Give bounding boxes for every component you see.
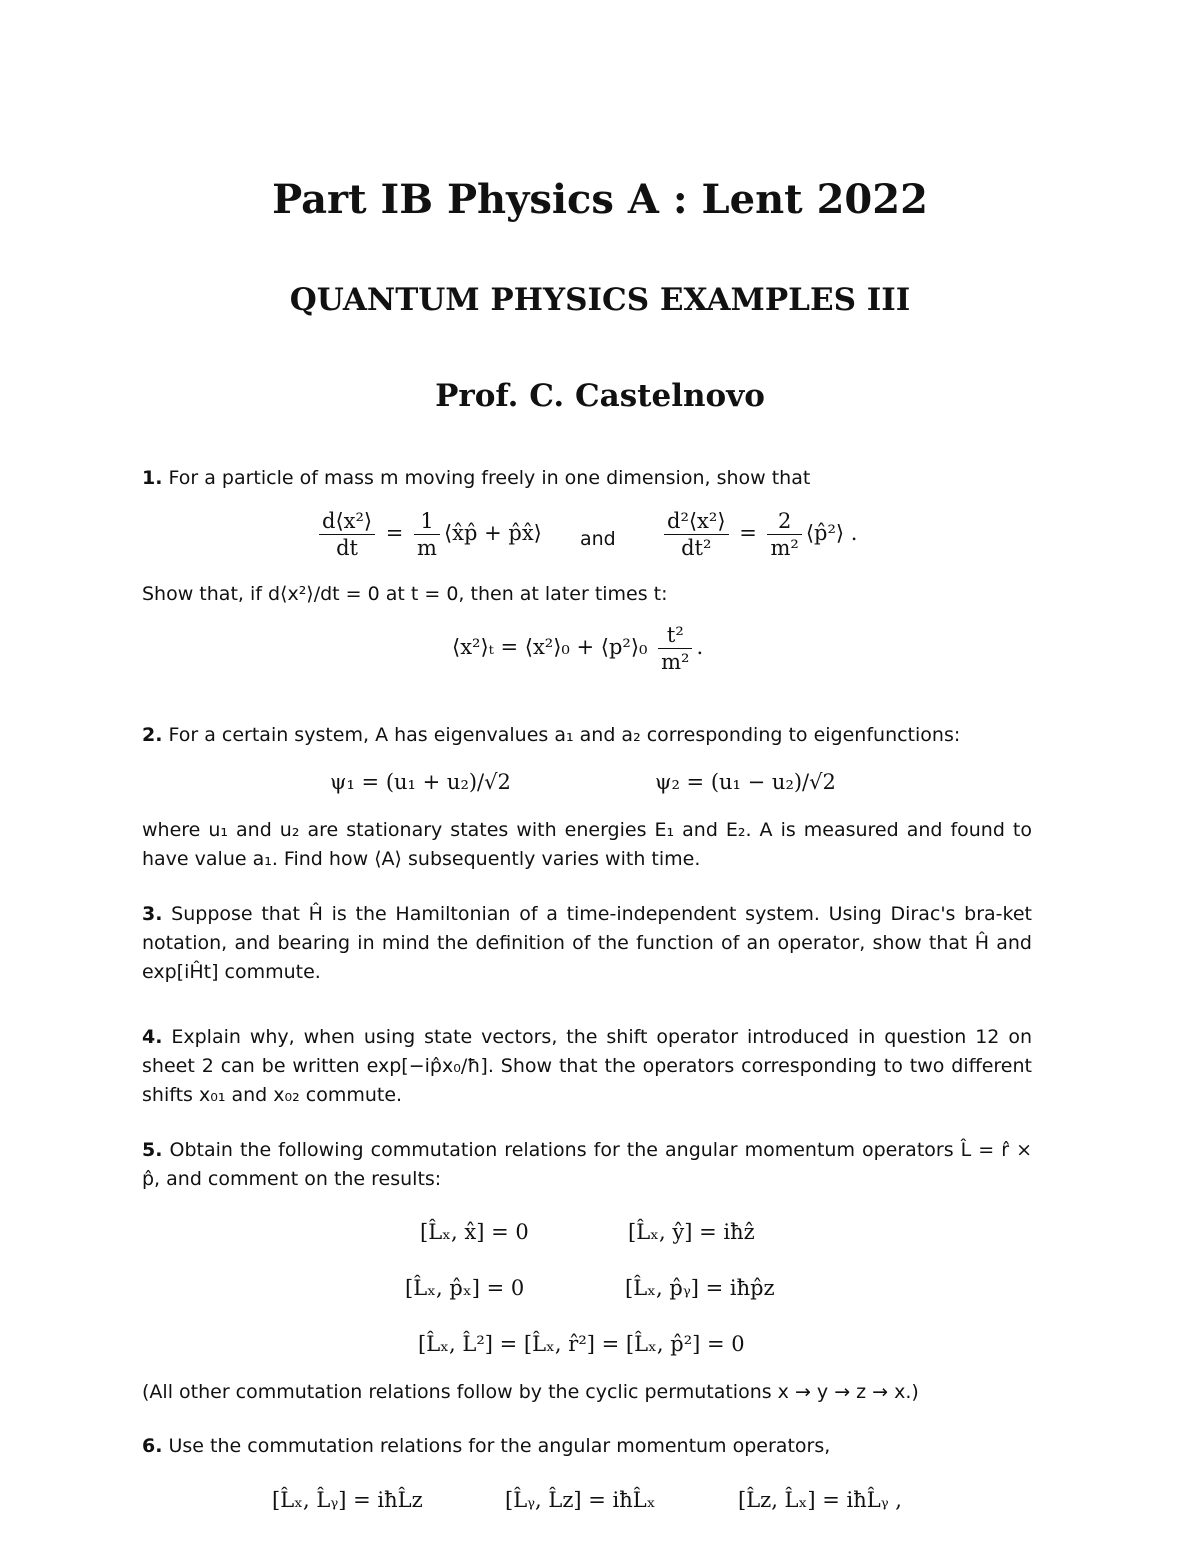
q6-commutator-3: [L̂z, L̂ₓ] = iħL̂ᵧ , (738, 1488, 902, 1512)
q2-intro-text: For a certain system, A has eigenvalues a₁ and a₂ corresponding to eigenfunctions: (168, 724, 961, 746)
q1-eq3-frac: $\frac{\text{t²}}{\text{m²}}$ (658, 622, 692, 675)
q4-text: Explain why, when using state vectors, the shift operator introduced in question 12 on sheet 2 can be written exp[−ip̂x₀/ħ]. Show that the operators corresponding to two different shifts x₀₁ and x₀₂ commute. (142, 1026, 1032, 1106)
q1-and: and (580, 528, 616, 550)
document-title: Part IB Physics A : Lent 2022 (272, 176, 928, 223)
q5-number: 5. (142, 1139, 163, 1161)
q6-text: Use the commutation relations for the angular momentum operators, (168, 1435, 831, 1457)
q2-psi2: ψ₂ = (u₁ − u₂)/√2 (655, 770, 836, 794)
q1-equation-2: $\frac{\text{d²⟨x²⟩}}{\text{dt²}}$ = $\frac{2}{\text{m²}}$ ⟨p̂²⟩ . (660, 508, 857, 561)
q5-note: (All other commutation relations follow by the cyclic permutations x → y → z → x.) (142, 1381, 919, 1403)
q1-intro-text: For a particle of mass m moving freely in one dimension, show that (168, 467, 811, 489)
q4-number: 4. (142, 1026, 163, 1048)
q1-eq2-lhs: $\frac{\text{d²⟨x²⟩}}{\text{dt²}}$ (664, 508, 729, 561)
q5-relation-3: [L̂ₓ, L̂²] = [L̂ₓ, r̂²] = [L̂ₓ, p̂²] = 0 (418, 1332, 745, 1356)
q3-paragraph (142, 900, 1032, 987)
q4-paragraph (142, 1023, 1032, 1110)
q5-text: Obtain the following commutation relations for the angular momentum operators L̂ = r̂ × p̂, and comment on the results: (142, 1139, 1032, 1190)
q1-equation-3: ⟨x²⟩ₜ = ⟨x²⟩₀ + ⟨p²⟩₀ $\frac{\text{t²}}{\text{m²}}$ . (452, 623, 704, 674)
q3-number: 3. (142, 903, 163, 925)
q6-commutator-1: [L̂ₓ, L̂ᵧ] = iħL̂z (272, 1488, 423, 1512)
q5-relation-1b: [L̂ₓ, ŷ] = iħẑ (628, 1220, 755, 1244)
document-author: Prof. C. Castelnovo (435, 378, 765, 414)
q3-text: Suppose that Ĥ is the Hamiltonian of a time-independent system. Using Dirac's bra-ket notation, and bearing in mind the definition of the function of an operator, show that Ĥ and exp[iĤt] commute. (142, 903, 1032, 983)
q6-number: 6. (142, 1435, 163, 1457)
q2-intro (142, 721, 1032, 750)
q2-number: 2. (142, 724, 163, 746)
q1-show-text: Show that, if d⟨x²⟩/dt = 0 at t = 0, then at later times t: (142, 583, 668, 605)
q5-relation-1a: [L̂ₓ, x̂] = 0 (420, 1220, 529, 1244)
q1-number: 1. (142, 467, 163, 489)
q1-equation-1: $\frac{\text{d⟨x²⟩}}{dt}$ = $\frac{1}{m}$ ⟨x̂p̂ + p̂x̂⟩ (315, 508, 542, 561)
q1-eq2-coef: $\frac{2}{\text{m²}}$ (767, 508, 801, 561)
document-subtitle: QUANTUM PHYSICS EXAMPLES III (289, 282, 911, 318)
q5-relation-2a: [L̂ₓ, p̂ₓ] = 0 (405, 1276, 525, 1300)
q6-paragraph (142, 1432, 1032, 1461)
q1-intro (142, 464, 1032, 493)
q2-text: where u₁ and u₂ are stationary states with energies E₁ and E₂. A is measured and found to have value a₁. Find how ⟨A⟩ subsequently varies with time. (142, 819, 1032, 870)
q5-relation-2b: [L̂ₓ, p̂ᵧ] = iħp̂z (625, 1276, 775, 1300)
q1-eq1-coef: $\frac{1}{m}$ (414, 508, 440, 561)
q6-commutator-2: [L̂ᵧ, L̂z] = iħL̂ₓ (505, 1488, 656, 1512)
q5-paragraph (142, 1136, 1032, 1194)
q1-eq1-lhs: $\frac{\text{d⟨x²⟩}}{dt}$ (319, 508, 375, 561)
q2-psi1: ψ₁ = (u₁ + u₂)/√2 (330, 770, 511, 794)
